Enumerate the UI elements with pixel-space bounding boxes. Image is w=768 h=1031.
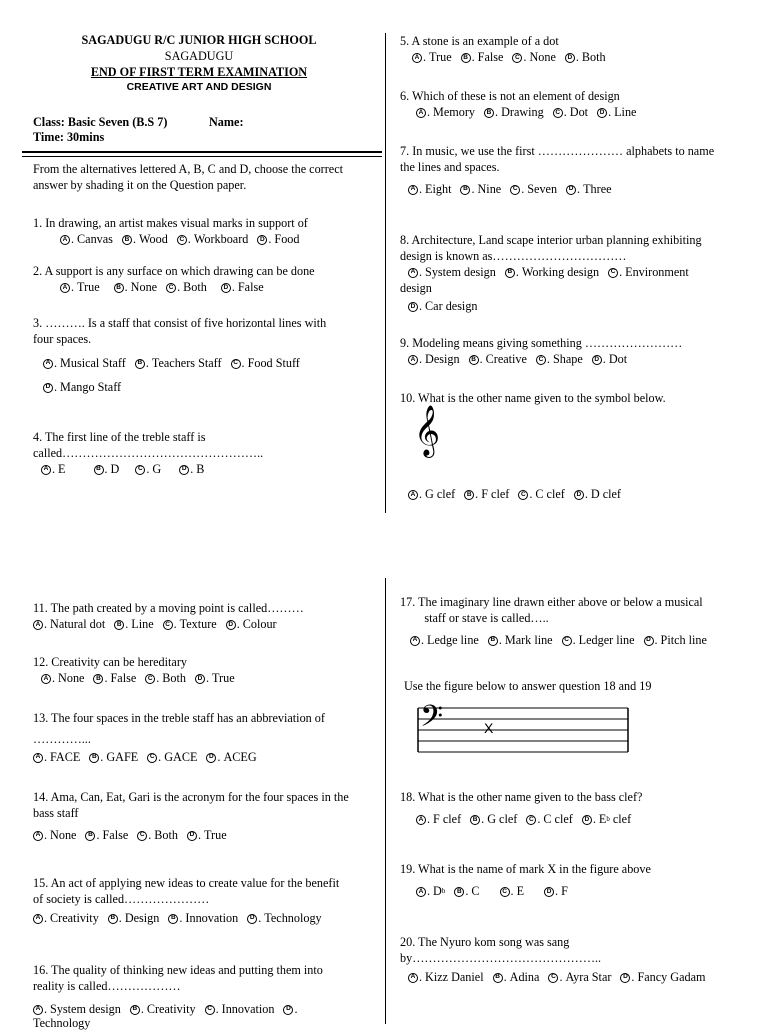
options-wrap: [400, 299, 702, 315]
bubble-icon[interactable]: A: [408, 973, 418, 983]
option-a[interactable]: A . E: [41, 462, 66, 478]
option-d[interactable]: D . Both: [565, 50, 606, 66]
bass-staff-figure: [416, 700, 631, 755]
option-b[interactable]: B . Nine: [460, 182, 501, 198]
option-b[interactable]: B . Line: [114, 617, 153, 633]
bubble-icon[interactable]: D: [597, 108, 607, 118]
options: [33, 617, 304, 633]
question-text: 4. The first line of the treble staff is: [33, 430, 206, 444]
bubble-icon[interactable]: C: [548, 973, 558, 983]
bubble-icon[interactable]: D: [179, 465, 189, 475]
option-d[interactable]: D . Fancy Gadam: [620, 970, 705, 986]
bubble-icon[interactable]: B: [114, 283, 124, 293]
question-text: 15. An act of applying new ideas to create value for the benefit: [33, 876, 340, 890]
time-label: Time: 30mins: [33, 130, 105, 144]
bass-clef-icon: 𝄢: [420, 700, 444, 741]
bubble-icon[interactable]: B: [454, 887, 464, 897]
bubble-icon[interactable]: B: [122, 235, 132, 245]
bubble-icon[interactable]: D: [544, 887, 554, 897]
option-a[interactable]: A . Eight: [408, 182, 451, 198]
question-text: 6. Which of these is not an element of design: [400, 89, 620, 103]
question-14: 14. Ama, Can, Eat, Gari is the acronym for the four spaces in the bass staff A . None B . False C . Both D . True: [33, 790, 349, 842]
option-c[interactable]: C . G: [135, 462, 161, 478]
option-c[interactable]: C . C clef: [526, 812, 573, 828]
option-d[interactable]: D . D clef: [574, 487, 621, 503]
option-c[interactable]: C . Ledger line: [562, 633, 635, 649]
question-6: [400, 89, 645, 121]
bubble-icon[interactable]: C: [135, 465, 145, 475]
option-d[interactable]: D . Mango Staff: [43, 380, 121, 396]
option-b[interactable]: B . False: [93, 671, 136, 687]
x-mark: X: [484, 720, 494, 736]
bubble-icon[interactable]: D: [187, 831, 197, 841]
question-2: [33, 264, 315, 296]
options: [33, 356, 326, 372]
options: [400, 812, 642, 828]
option-b[interactable]: B . Drawing: [484, 105, 544, 121]
question-text: 10. What is the other name given to the symbol below.: [400, 391, 666, 405]
bubble-icon[interactable]: A: [33, 831, 43, 841]
option-d[interactable]: D . Line: [597, 105, 636, 121]
option-a[interactable]: A . True: [60, 280, 100, 296]
options: [33, 750, 325, 766]
option-d[interactable]: D . Technology: [247, 911, 321, 927]
bubble-icon[interactable]: D: [221, 283, 231, 293]
option-d[interactable]: D .: [283, 1002, 300, 1018]
bubble-icon[interactable]: A: [33, 620, 43, 630]
question-16: 16. The quality of thinking new ideas and putting them into reality is called……………… A . System design B . Creativity C . Innovation D . Technology: [33, 963, 323, 1030]
option-d[interactable]: D . Colour: [226, 617, 277, 633]
question-text: 20. The Nyuro kom song was sang: [400, 935, 570, 949]
option-c[interactable]: C . Dot: [553, 105, 588, 121]
option-a[interactable]: A . Design: [408, 352, 460, 368]
question-7: 7. In music, we use the first ………………… alphabets to name the lines and spaces. A . Eight B . Nine C . Seven D . Three: [400, 144, 715, 196]
bubble-icon[interactable]: D: [195, 674, 205, 684]
bubble-icon[interactable]: B: [108, 914, 118, 924]
bubble-icon[interactable]: C: [137, 831, 147, 841]
option-c[interactable]: C . E: [500, 884, 525, 900]
bubble-icon[interactable]: D: [644, 636, 654, 646]
bubble-icon[interactable]: C: [231, 359, 241, 369]
option-d[interactable]: D . Pitch line: [644, 633, 707, 649]
bubble-icon[interactable]: B: [505, 268, 515, 278]
option-c[interactable]: C . Both: [137, 828, 178, 844]
question-4: 4. The first line of the treble staff is called………………………………………….. A . E B . D C . G D . B: [33, 430, 264, 476]
bubble-icon[interactable]: C: [177, 235, 187, 245]
bubble-icon[interactable]: D: [620, 973, 630, 983]
bubble-icon[interactable]: C: [205, 1005, 215, 1015]
option-b[interactable]: B . D: [94, 462, 120, 478]
bubble-icon[interactable]: D: [257, 235, 267, 245]
option-a[interactable]: A . Kizz Daniel: [408, 970, 484, 986]
question-11: [33, 601, 304, 633]
option-c[interactable]: C . Shape: [536, 352, 583, 368]
option-a[interactable]: A . Creativity: [33, 911, 99, 927]
question-15: 15. An act of applying new ideas to create value for the benefit of society is called………………… A . Creativity B . Design B . Innovation D . Technology: [33, 876, 340, 925]
bubble-icon[interactable]: B: [464, 490, 474, 500]
option-a[interactable]: A . F clef: [416, 812, 461, 828]
option-d[interactable]: D . E b clef: [582, 812, 631, 828]
bubble-icon[interactable]: A: [33, 753, 43, 763]
question-text: 17. The imaginary line drawn either above or below a musical: [400, 595, 703, 609]
bubble-icon[interactable]: C: [145, 674, 155, 684]
options: [400, 182, 714, 198]
option-b[interactable]: B . False: [85, 828, 128, 844]
options: [408, 487, 630, 503]
column-divider-top: [385, 33, 386, 513]
bubble-icon[interactable]: C: [608, 268, 618, 278]
name-label: Name:: [209, 115, 244, 129]
question-12: [33, 655, 244, 687]
question-13: 13. The four spaces in the treble staff has an abbreviation of …………... A . FACE B . GAFE C . GACE D . ACEG: [33, 711, 325, 764]
options: [33, 280, 315, 296]
bubble-icon[interactable]: D: [592, 355, 602, 365]
options: [400, 105, 645, 121]
option-a[interactable]: A . None: [33, 828, 76, 844]
bubble-icon[interactable]: C: [147, 753, 157, 763]
bubble-icon[interactable]: C: [518, 490, 528, 500]
option-c[interactable]: C . Both: [145, 671, 186, 687]
question-5: [400, 34, 615, 66]
bubble-icon[interactable]: B: [114, 620, 124, 630]
option-b[interactable]: B . Creative: [469, 352, 527, 368]
option-b[interactable]: B . Creativity: [130, 1002, 196, 1018]
bubble-icon[interactable]: A: [408, 490, 418, 500]
bubble-icon[interactable]: C: [166, 283, 176, 293]
options: [33, 671, 244, 687]
question-text: 1. In drawing, an artist makes visual marks in support of: [33, 216, 308, 230]
options: [400, 633, 716, 649]
question-19: [400, 862, 651, 900]
options: [400, 265, 702, 281]
exam-title: END OF FIRST TERM EXAMINATION: [90, 65, 308, 79]
question-text: 3. ………. Is a staff that consist of five horizontal lines with: [33, 316, 327, 330]
option-d[interactable]: D . Car design: [408, 299, 478, 315]
option-b[interactable]: B . Design: [108, 911, 160, 927]
bubble-icon[interactable]: B: [89, 753, 99, 763]
question-1: [33, 216, 308, 248]
option-b[interactable]: B . Adina: [493, 970, 540, 986]
option-b[interactable]: B . False: [461, 50, 504, 66]
options: [33, 911, 339, 927]
subject-title: CREATIVE ART AND DESIGN: [126, 81, 272, 93]
bubble-icon[interactable]: D: [206, 753, 216, 763]
option-d[interactable]: D . Food: [257, 232, 299, 248]
option-b[interactable]: B . None: [114, 280, 157, 296]
option-c[interactable]: B . Innovation: [168, 911, 238, 927]
option-d[interactable]: D . Three: [566, 182, 611, 198]
bubble-icon[interactable]: B: [484, 108, 494, 118]
bubble-icon[interactable]: B: [130, 1005, 140, 1015]
bubble-icon[interactable]: C: [526, 815, 536, 825]
options: [33, 828, 349, 844]
bubble-icon[interactable]: C: [510, 185, 520, 195]
option-c[interactable]: C . Workboard: [177, 232, 249, 248]
option-d[interactable]: D . True: [187, 828, 227, 844]
bubble-icon[interactable]: D: [574, 490, 584, 500]
bubble-icon[interactable]: B: [488, 636, 498, 646]
question-text: 14. Ama, Can, Eat, Gari is the acronym for the four spaces in the: [33, 790, 349, 804]
question-text: 12. Creativity can be hereditary: [33, 655, 187, 669]
bubble-icon[interactable]: B: [93, 674, 103, 684]
bubble-icon[interactable]: C: [163, 620, 173, 630]
question-18: [400, 790, 642, 828]
option-d[interactable]: D . True: [195, 671, 235, 687]
option-c[interactable]: C . Food Stuff: [231, 356, 300, 372]
option-a[interactable]: A . D b: [416, 884, 445, 900]
bubble-icon[interactable]: A: [60, 283, 70, 293]
option-c[interactable]: C . None: [512, 50, 555, 66]
bubble-icon[interactable]: A: [408, 268, 418, 278]
bubble-icon[interactable]: B: [460, 185, 470, 195]
option-a[interactable]: A . System design: [33, 1002, 121, 1018]
bubble-icon[interactable]: A: [408, 185, 418, 195]
bubble-icon[interactable]: B: [461, 53, 471, 63]
treble-clef-icon: 𝄞: [414, 405, 441, 456]
bubble-icon[interactable]: B: [135, 359, 145, 369]
bubble-icon[interactable]: A: [43, 359, 53, 369]
option-a[interactable]: A . G clef: [408, 487, 455, 503]
option-c[interactable]: C . C clef: [518, 487, 565, 503]
option-d[interactable]: D . F: [544, 884, 568, 900]
bubble-icon[interactable]: C: [512, 53, 522, 63]
question-20: 20. The Nyuro kom song was sang by……………………………………….. A . Kizz Daniel B . Adina C . Ayra Star D . Fancy Gadam: [400, 935, 715, 986]
bubble-icon[interactable]: A: [41, 465, 51, 475]
question-text: 18. What is the other name given to the bass clef?: [400, 790, 643, 804]
question-8: 8. Architecture, Land scape interior urban planning exhibiting design is known as…………………………… A . System design B . Working design C . Environment design D . Car design: [400, 233, 702, 314]
option-d[interactable]: D . B: [179, 462, 204, 478]
question-text: 5. A stone is an example of a dot: [400, 34, 559, 48]
option-b[interactable]: B . Teachers Staff: [135, 356, 222, 372]
question-text: 11. The path created by a moving point is called………: [33, 601, 304, 615]
option-b[interactable]: B . Working design: [505, 265, 599, 281]
bubble-icon[interactable]: A: [33, 1005, 43, 1015]
option-d[interactable]: D . False: [221, 280, 264, 296]
bubble-icon[interactable]: B: [469, 355, 479, 365]
bubble-icon[interactable]: D: [283, 1005, 293, 1015]
option-c[interactable]: C . GACE: [147, 750, 197, 766]
options: [33, 462, 263, 478]
bubble-icon[interactable]: D: [566, 185, 576, 195]
bubble-icon[interactable]: A: [416, 815, 426, 825]
option-a[interactable]: A . True: [412, 50, 452, 66]
option-c[interactable]: C . Ayra Star: [548, 970, 611, 986]
option-b[interactable]: B . F clef: [464, 487, 509, 503]
option-b[interactable]: B . C: [454, 884, 479, 900]
option-c[interactable]: C . Innovation: [205, 1002, 275, 1018]
question-17: 17. The imaginary line drawn either above or below a musical staff or stave is called….. A . Ledge line B . Mark line C . Ledger line D . Pitch line: [400, 595, 716, 649]
bubble-icon[interactable]: B: [493, 973, 503, 983]
option-a[interactable]: A . System design: [408, 265, 496, 281]
question-text: 16. The quality of thinking new ideas and putting them into: [33, 963, 323, 977]
header-double-rule: [22, 151, 382, 157]
options-wrap: [33, 380, 326, 396]
options: [400, 352, 682, 368]
bubble-icon[interactable]: A: [416, 108, 426, 118]
option-a[interactable]: A . FACE: [33, 750, 80, 766]
bubble-icon[interactable]: A: [41, 674, 51, 684]
school-town: SAGADUGU: [164, 49, 234, 63]
option-c[interactable]: C . Seven: [510, 182, 557, 198]
question-text: 19. What is the name of mark X in the figure above: [400, 862, 651, 876]
staff-lines-graphic: [416, 700, 631, 755]
option-b[interactable]: B . G clef: [470, 812, 517, 828]
bubble-icon[interactable]: A: [60, 235, 70, 245]
bubble-icon[interactable]: D: [582, 815, 592, 825]
bubble-icon[interactable]: C: [500, 887, 510, 897]
option-b[interactable]: B . Mark line: [488, 633, 553, 649]
question-text: 7. In music, we use the first ………………… alphabets to name: [400, 144, 715, 158]
class-label: Class: Basic Seven (B.S 7): [33, 115, 168, 129]
question-text: 8. Architecture, Land scape interior urban planning exhibiting: [400, 233, 702, 247]
bubble-icon[interactable]: C: [562, 636, 572, 646]
question-3: 3. ………. Is a staff that consist of five horizontal lines with four spaces. A . Musical Staff B . Teachers Staff C . Food Stuff D . Mango Staff: [33, 316, 327, 394]
school-name: SAGADUGU R/C JUNIOR HIGH SCHOOL: [81, 33, 317, 47]
option-b[interactable]: B . Wood: [122, 232, 168, 248]
bubble-icon[interactable]: D: [408, 302, 418, 312]
option-a[interactable]: A . Ledge line: [410, 633, 479, 649]
options: [33, 232, 308, 248]
option-d[interactable]: D . Dot: [592, 352, 627, 368]
bubble-icon[interactable]: A: [408, 355, 418, 365]
option-c[interactable]: C . Environment: [608, 265, 689, 281]
bubble-icon[interactable]: D: [226, 620, 236, 630]
option-a[interactable]: A . Canvas: [60, 232, 113, 248]
figure-note: Use the figure below to answer question 18 and 19: [404, 679, 652, 693]
question-text: 13. The four spaces in the treble staff has an abbreviation of: [33, 711, 325, 725]
option-c[interactable]: C . Texture: [163, 617, 217, 633]
bubble-icon[interactable]: D: [43, 383, 53, 393]
bubble-icon[interactable]: A: [412, 53, 422, 63]
options: [400, 884, 651, 900]
bubble-icon[interactable]: B: [470, 815, 480, 825]
bubble-icon[interactable]: B: [85, 831, 95, 841]
options: [400, 50, 615, 66]
question-text: 9. Modeling means giving something ……………………: [400, 336, 683, 350]
question-10: [400, 391, 666, 501]
column-divider-bottom: [385, 578, 386, 1024]
option-a[interactable]: A . Musical Staff: [43, 356, 126, 372]
bubble-icon[interactable]: D: [247, 914, 257, 924]
option-a[interactable]: A . Memory: [416, 105, 475, 121]
bubble-icon[interactable]: A: [416, 887, 426, 897]
option-a[interactable]: A . None: [41, 671, 84, 687]
option-b[interactable]: B . GAFE: [89, 750, 138, 766]
bubble-icon[interactable]: D: [565, 53, 575, 63]
option-a[interactable]: A . Natural dot: [33, 617, 105, 633]
option-c[interactable]: C . Both: [166, 280, 207, 296]
options: [400, 970, 715, 986]
question-text: 2. A support is any surface on which drawing can be done: [33, 264, 315, 278]
bubble-icon[interactable]: A: [33, 914, 43, 924]
bubble-icon[interactable]: B: [94, 465, 104, 475]
option-d[interactable]: D . ACEG: [206, 750, 256, 766]
question-9: [400, 336, 682, 368]
instructions: From the alternatives lettered A, B, C and D, choose the correct answer by shading it on the Question paper.: [33, 162, 344, 192]
bubble-icon[interactable]: C: [553, 108, 563, 118]
bubble-icon[interactable]: A: [410, 636, 420, 646]
bubble-icon[interactable]: C: [536, 355, 546, 365]
bubble-icon[interactable]: B: [168, 914, 178, 924]
